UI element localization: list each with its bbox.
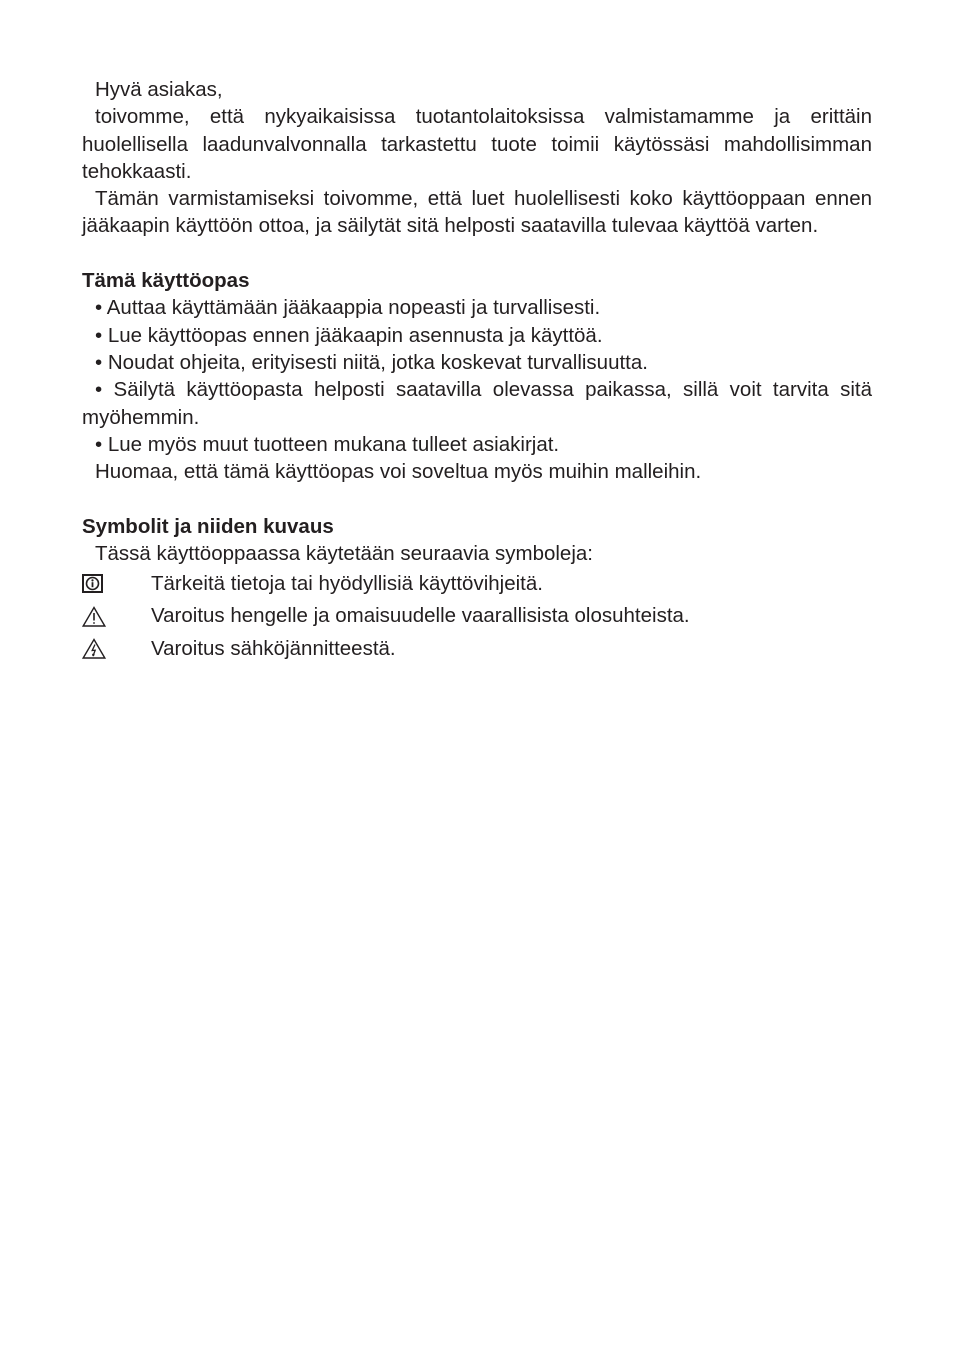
info-icon: [69, 574, 151, 593]
symbol-electric-warning-text: Varoitus sähköjännitteestä.: [151, 636, 396, 660]
manual-note: Huomaa, että tämä käyttöopas voi soveltua myös muihin malleihin.: [95, 460, 702, 484]
warning-icon: [69, 606, 151, 627]
manual-bullet: • Säilytä käyttöopasta helposti saatavilla olevassa paikassa, sillä voit tarvita sitä myöhemmin.: [82, 378, 872, 429]
symbol-info-text: Tärkeitä tietoja tai hyödyllisiä käyttövihjeitä.: [151, 571, 543, 595]
symbol-row-warning: [69, 600, 872, 633]
manual-heading: Tämä käyttöopas: [82, 269, 250, 293]
electric-warning-icon: [69, 638, 151, 659]
manual-bullet: • Noudat ohjeita, erityisesti niitä, jotka koskevat turvallisuutta.: [95, 350, 648, 374]
symbol-row-electric-warning: [69, 632, 872, 665]
symbol-warning-text: Varoitus hengelle ja omaisuudelle vaarallisista olosuhteista.: [151, 604, 690, 628]
manual-bullet: • Auttaa käyttämään jääkaappia nopeasti ja turvallisesti.: [95, 296, 601, 320]
intro-paragraph-2: Tämän varmistamiseksi toivomme, että luet huolellisesti koko käyttöoppaan ennen jääkaapin käyttöön ottoa, ja säilytät sitä helposti saatavilla tulevaa käyttöä varten.: [82, 187, 872, 238]
symbols-heading: Symbolit ja niiden kuvaus: [82, 514, 334, 538]
document-page: [82, 76, 872, 665]
symbol-row-info: [69, 567, 872, 600]
symbols-intro: Tässä käyttöoppaassa käytetään seuraavia symboleja:: [95, 542, 593, 566]
manual-bullet: • Lue käyttöopas ennen jääkaapin asennusta ja käyttöä.: [95, 323, 603, 347]
greeting: Hyvä asiakas,: [95, 78, 223, 101]
manual-bullet: • Lue myös muut tuotteen mukana tulleet asiakirjat.: [95, 432, 560, 456]
intro-paragraph-1: toivomme, että nykyaikaisissa tuotantolaitoksissa valmistamamme ja erittäin huolellisella laadunvalvonnalla tarkastettu tuote toimii käytössäsi mahdollisimman tehokkaasti.: [82, 105, 872, 183]
